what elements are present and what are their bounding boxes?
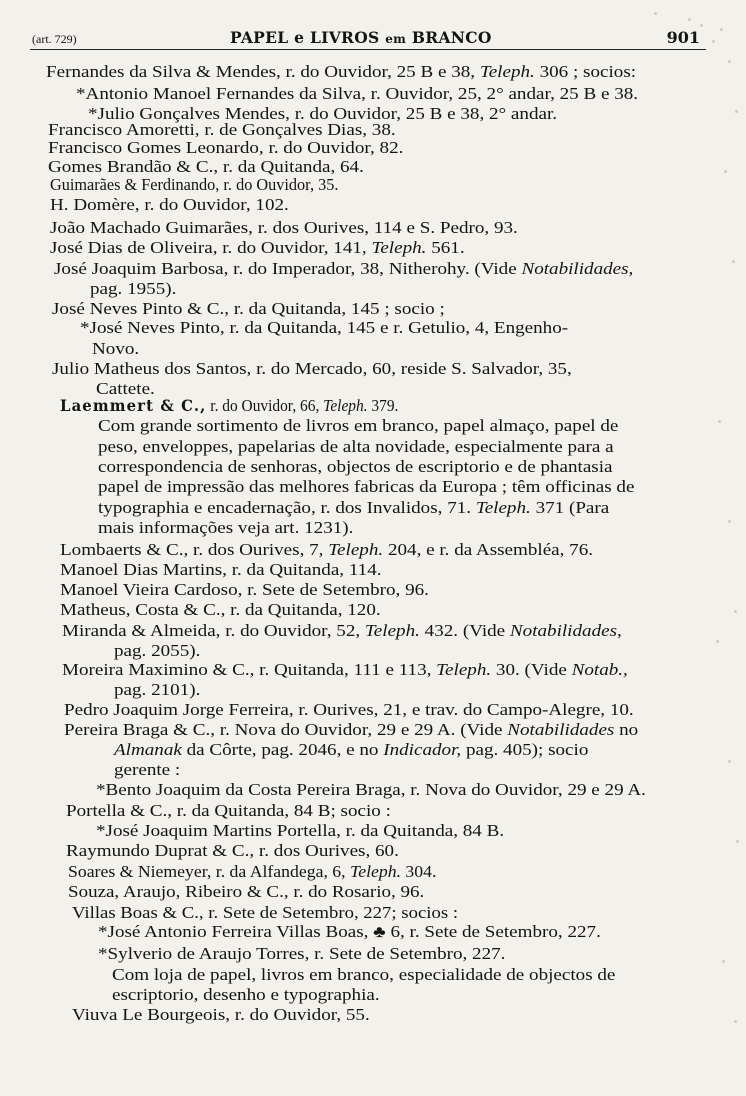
entry-text: Almanak: [114, 740, 182, 759]
entry-line: [60, 540, 593, 560]
entry-line: [114, 740, 588, 760]
entry-text: 204, e r. da Assembléa, 76.: [383, 540, 594, 559]
entry-line: [114, 641, 200, 661]
entry-text: José Neves Pinto & C., r. da Quitanda, 145 ; socio ;: [52, 299, 445, 318]
entry-line: [60, 580, 429, 600]
entry-line: [60, 396, 398, 416]
entry-text: Teleph.: [475, 498, 531, 517]
entry-text: Soares & Niemeyer, r. da Alfandega, 6,: [68, 862, 351, 881]
entry-line: [66, 841, 399, 861]
entry-text: 561.: [426, 238, 465, 257]
entry-text: gerente :: [114, 760, 181, 779]
entry-text: correspondencia de senhoras, objectos de escriptorio e de phantasia: [98, 457, 613, 476]
entry-line: [64, 700, 634, 720]
entry-text: Francisco Gomes Leonardo, r. do Ouvidor, 82.: [48, 138, 404, 157]
entry-text: Indicador,: [383, 740, 462, 759]
club-symbol-icon: ♣: [373, 922, 386, 941]
entry-line: [80, 318, 568, 338]
scan-speck: [728, 520, 731, 523]
scan-speck: [654, 12, 657, 15]
entry-text: Raymundo Duprat & C., r. dos Ourives, 60.: [66, 841, 399, 860]
scan-speck: [712, 40, 715, 43]
entry-text: mais informações veja art. 1231).: [98, 518, 354, 537]
entry-line: [72, 903, 458, 923]
scan-speck: [724, 170, 727, 173]
entry-text: *José Antonio Ferreira Villas Boas,: [98, 922, 374, 941]
entry-text: 6, r. Sete de Setembro, 227.: [385, 922, 601, 941]
entry-line: [52, 359, 572, 379]
entry-text: Teleph.: [323, 396, 368, 415]
entry-line: [98, 518, 353, 538]
scan-speck: [734, 610, 737, 613]
entry-text: Gomes Brandão & C., r. da Quitanda, 64.: [48, 157, 364, 176]
entry-line: [52, 299, 445, 319]
entry-text: escriptorio, desenho e typographia.: [112, 985, 380, 1004]
entry-text: Manoel Dias Martins, r. da Quitanda, 114.: [60, 560, 382, 579]
entry-line: [54, 259, 633, 279]
entry-line: [46, 62, 636, 82]
entry-line: [60, 600, 381, 620]
entry-text: Notab.,: [571, 660, 628, 679]
entry-text: *José Neves Pinto, r. da Quitanda, 145 e r. Getulio, 4, Engenho-: [80, 318, 569, 337]
entry-text: Teleph.: [436, 660, 492, 679]
entry-text: 30. (Vide: [491, 660, 572, 679]
entry-text: Viuva Le Bourgeois, r. do Ouvidor, 55.: [72, 1005, 370, 1024]
entry-text: João Machado Guimarães, r. dos Ourives, 114 e S. Pedro, 93.: [50, 218, 518, 237]
scan-speck: [735, 110, 738, 113]
entry-text: typographia e encadernação, r. dos Invalidos, 71.: [98, 498, 476, 517]
scan-speck: [718, 420, 721, 423]
entry-text: r. do Ouvidor, 66,: [206, 396, 324, 415]
company-name-emphasis: Laemmert & C.,: [60, 396, 207, 415]
scan-speck: [734, 1020, 737, 1023]
entry-text: pag. 2055).: [114, 641, 201, 660]
scan-speck: [728, 760, 731, 763]
scan-speck: [688, 18, 691, 21]
entry-line: [72, 1005, 370, 1025]
entry-line: [98, 457, 613, 477]
entry-line: [48, 120, 396, 140]
entry-line: [114, 680, 200, 700]
page-header: [30, 28, 706, 50]
scan-speck: [728, 60, 731, 63]
entry-line: [76, 84, 638, 104]
entry-text: pag. 2101).: [114, 680, 201, 699]
entry-text: Lombaerts & C., r. dos Ourives, 7,: [60, 540, 329, 559]
entry-line: [98, 498, 609, 518]
entry-line: [98, 437, 614, 457]
entry-line: [90, 279, 176, 299]
entry-line: [68, 882, 424, 902]
entry-line: [48, 157, 364, 177]
entry-line: [66, 801, 391, 821]
entry-text: *José Joaquim Martins Portella, r. da Quitanda, 84 B.: [96, 821, 505, 840]
entry-line: [112, 965, 615, 985]
scan-speck: [722, 960, 725, 963]
entry-text: pag. 405); socio: [461, 740, 589, 759]
entry-text: Teleph.: [371, 238, 427, 257]
entry-line: [92, 339, 139, 359]
entry-line: [98, 477, 634, 497]
entry-text: José Joaquim Barbosa, r. do Imperador, 38, Nitherohy. (Vide: [54, 259, 522, 278]
entry-text: Teleph.: [328, 540, 384, 559]
entry-line: [50, 238, 465, 258]
entry-text: Souza, Araujo, Ribeiro & C., r. do Rosario, 96.: [68, 882, 425, 901]
entry-text: *Julio Gonçalves Mendes, r. do Ouvidor, 25 B e 38, 2° andar.: [88, 104, 558, 123]
entry-line: [98, 922, 601, 942]
section-title: PAPEL e LIVROS em BRANCO: [230, 28, 492, 47]
header-rule: [30, 49, 706, 50]
entry-text: Pereira Braga & C., r. Nova do Ouvidor, 29 e 29 A. (Vide: [64, 720, 508, 739]
entry-text: Miranda & Almeida, r. do Ouvidor, 52,: [62, 621, 365, 640]
entry-text: Cattete.: [96, 379, 155, 398]
entry-text: da Côrte, pag. 2046, e no: [181, 740, 384, 759]
entry-text: Fernandes da Silva & Mendes, r. do Ouvidor, 25 B e 38,: [46, 62, 480, 81]
entry-line: [50, 218, 518, 238]
entry-text: Pedro Joaquim Jorge Ferreira, r. Ourives, 21, e trav. do Campo-Alegre, 10.: [64, 700, 634, 719]
entry-text: Portella & C., r. da Quitanda, 84 B; socio :: [66, 801, 391, 820]
entry-text: 306 ; socios:: [534, 62, 637, 81]
entry-text: Teleph.: [479, 62, 535, 81]
entry-text: Moreira Maximino & C., r. Quitanda, 111 e 113,: [62, 660, 437, 679]
entry-text: Com grande sortimento de livros em branco, papel almaço, papel de: [98, 416, 619, 435]
entry-text: H. Domère, r. do Ouvidor, 102.: [50, 195, 289, 214]
entry-text: Notabilidades,: [521, 259, 634, 278]
entry-text: *Antonio Manoel Fernandes da Silva, r. Ouvidor, 25, 2° andar, 25 B e 38.: [76, 84, 639, 103]
entry-line: [48, 138, 403, 158]
scan-speck: [736, 840, 739, 843]
scan-speck: [720, 28, 723, 31]
entry-text: peso, enveloppes, papelarias de alta novidade, especialmente para a: [98, 437, 614, 456]
entry-text: Matheus, Costa & C., r. da Quitanda, 120.: [60, 600, 381, 619]
entry-text: Julio Matheus dos Santos, r. do Mercado, 60, reside S. Salvador, 35,: [52, 359, 572, 378]
entry-line: [50, 195, 289, 215]
entry-text: no: [614, 720, 639, 739]
entry-text: Guimarães & Ferdinando, r. do Ouvidor, 35.: [50, 175, 339, 194]
entry-line: [96, 821, 504, 841]
scan-speck: [716, 640, 719, 643]
entry-line: [114, 760, 180, 780]
entry-line: [112, 985, 380, 1005]
entry-line: [98, 944, 505, 964]
entry-text: Com loja de papel, livros em branco, especialidade de objectos de: [112, 965, 616, 984]
entry-line: [64, 720, 638, 740]
entry-text: Notabilidades: [507, 720, 615, 739]
article-reference: (art. 729): [32, 32, 77, 46]
scan-speck: [700, 24, 703, 27]
entry-text: 432. (Vide: [419, 621, 510, 640]
entry-text: Villas Boas & C., r. Sete de Setembro, 227; socios :: [72, 903, 459, 922]
entry-text: Teleph.: [364, 621, 420, 640]
entry-line: [98, 416, 618, 436]
entry-text: 379.: [367, 396, 399, 415]
entry-text: Notabilidades,: [509, 621, 622, 640]
entry-text: Francisco Amoretti, r. de Gonçalves Dias, 38.: [48, 120, 396, 139]
entry-text: José Dias de Oliveira, r. do Ouvidor, 141,: [50, 238, 372, 257]
entry-text: Teleph.: [350, 862, 402, 881]
entry-text: *Bento Joaquim da Costa Pereira Braga, r. Nova do Ouvidor, 29 e 29 A.: [96, 780, 646, 799]
entry-text: Novo.: [92, 339, 140, 358]
entry-line: [62, 621, 622, 641]
entry-text: 371 (Para: [530, 498, 610, 517]
entry-line: [96, 780, 646, 800]
entry-line: [50, 175, 338, 195]
entry-line: [60, 560, 382, 580]
page-number: 901: [666, 28, 700, 47]
scan-speck: [732, 260, 735, 263]
entry-line: [62, 660, 628, 680]
entry-text: *Sylverio de Araujo Torres, r. Sete de Setembro, 227.: [98, 944, 506, 963]
entry-text: pag. 1955).: [90, 279, 177, 298]
entry-line: [68, 862, 436, 882]
entry-text: Manoel Vieira Cardoso, r. Sete de Setembro, 96.: [60, 580, 429, 599]
entry-text: 304.: [401, 862, 437, 881]
entry-text: papel de impressão das melhores fabricas da Europa ; têm officinas de: [98, 477, 635, 496]
